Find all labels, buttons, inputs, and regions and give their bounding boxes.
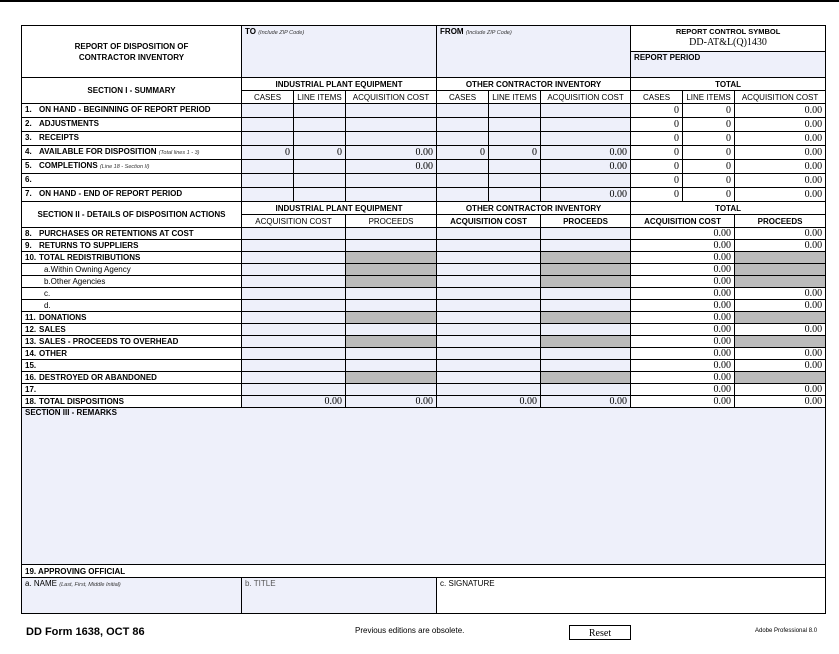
s2-input-cell[interactable] — [437, 228, 541, 240]
s2-input-cell — [541, 264, 631, 276]
s2-input-cell — [541, 372, 631, 384]
s2-row — [22, 396, 826, 408]
s1-input-cell[interactable] — [489, 118, 541, 132]
s2-row — [22, 360, 826, 372]
s1-row — [22, 132, 826, 146]
s2-total-cell: 0.00 — [631, 324, 735, 336]
col-proceeds: PROCEEDS — [735, 215, 826, 228]
s2-row-label: d. — [22, 300, 242, 312]
s2-input-cell — [346, 252, 437, 264]
s2-input-cell[interactable] — [242, 312, 346, 324]
col-line-items: LINE ITEMS — [683, 91, 735, 104]
s2-total-cell — [735, 336, 826, 348]
s2-group-oci: OTHER CONTRACTOR INVENTORY — [437, 202, 631, 215]
s2-row-label: 17. — [22, 384, 242, 396]
from-field[interactable]: FROM (Include ZIP Code) — [437, 26, 631, 78]
s1-input-cell[interactable] — [294, 160, 346, 174]
s2-row-label: 14. OTHER — [22, 348, 242, 360]
section1-title: SECTION I - SUMMARY — [22, 78, 242, 104]
s2-input-cell[interactable] — [242, 336, 346, 348]
s2-total-cell: 0.00 — [735, 348, 826, 360]
s2-input-cell[interactable] — [437, 288, 541, 300]
s2-input-cell[interactable] — [541, 348, 631, 360]
s2-total-cell: 0.00 — [735, 384, 826, 396]
s1-total-cell: 0 — [683, 118, 735, 132]
s2-total-cell: 0.00 — [631, 396, 735, 408]
to-field[interactable]: TO (Include ZIP Code) — [242, 26, 437, 78]
s1-total-cell: 0.00 — [735, 118, 826, 132]
col-line-items: LINE ITEMS — [489, 91, 541, 104]
s2-input-cell — [346, 312, 437, 324]
col-cases: CASES — [242, 91, 294, 104]
s1-group-total: TOTAL — [631, 78, 826, 91]
s2-input-cell[interactable] — [346, 240, 437, 252]
s2-total-cell: 0.00 — [631, 276, 735, 288]
s1-total-cell: 0.00 — [735, 104, 826, 118]
s1-input-cell[interactable] — [541, 118, 631, 132]
s2-input-cell[interactable] — [541, 360, 631, 372]
s1-total-cell: 0 — [631, 146, 683, 160]
s1-input-cell[interactable]: 0 — [437, 146, 489, 160]
report-period-field[interactable]: REPORT PERIOD — [631, 52, 826, 78]
s1-input-cell[interactable] — [294, 174, 346, 188]
s1-input-cell[interactable] — [489, 132, 541, 146]
s1-total-cell: 0.00 — [735, 160, 826, 174]
s2-total-cell — [735, 252, 826, 264]
s2-total-cell: 0.00 — [735, 324, 826, 336]
s1-input-cell[interactable] — [294, 104, 346, 118]
col-proceeds: PROCEEDS — [346, 215, 437, 228]
s2-total-cell: 0.00 — [631, 228, 735, 240]
s2-input-cell[interactable] — [242, 252, 346, 264]
s2-input-cell[interactable] — [242, 324, 346, 336]
s1-group-oci: OTHER CONTRACTOR INVENTORY — [437, 78, 631, 91]
s2-total-cell: 0.00 — [735, 300, 826, 312]
s2-input-cell[interactable] — [541, 240, 631, 252]
s1-input-cell[interactable] — [541, 104, 631, 118]
s2-input-cell[interactable]: 0.00 — [437, 396, 541, 408]
s1-row — [22, 146, 826, 160]
s1-row-label: 5. COMPLETIONS (Line 18 - Section II) — [22, 160, 242, 174]
s1-input-cell[interactable]: 0.00 — [541, 160, 631, 174]
s1-input-cell[interactable] — [489, 160, 541, 174]
s2-row — [22, 384, 826, 396]
s1-input-cell[interactable] — [489, 174, 541, 188]
s1-input-cell[interactable] — [294, 132, 346, 146]
s2-input-cell[interactable] — [242, 228, 346, 240]
s2-row — [22, 228, 826, 240]
s2-row — [22, 240, 826, 252]
col-acq-cost: ACQUISITION COST — [437, 215, 541, 228]
s2-input-cell[interactable] — [242, 384, 346, 396]
section2-title: SECTION II - DETAILS OF DISPOSITION ACTIONS — [22, 202, 242, 228]
adobe-version: Adobe Professional 8.0 — [755, 628, 818, 634]
s2-total-cell: 0.00 — [631, 288, 735, 300]
s2-input-cell[interactable] — [242, 240, 346, 252]
col-acq-cost: ACQUISITION COST — [735, 91, 826, 104]
s2-input-cell — [541, 276, 631, 288]
s2-row — [22, 300, 826, 312]
s1-row-label: 1. ON HAND - BEGINNING OF REPORT PERIOD — [22, 104, 242, 118]
s1-total-cell: 0.00 — [735, 146, 826, 160]
s1-row-label: 6. — [22, 174, 242, 188]
s1-input-cell[interactable] — [437, 160, 489, 174]
s2-total-cell: 0.00 — [735, 288, 826, 300]
s1-input-cell[interactable] — [242, 104, 294, 118]
col-cases: CASES — [437, 91, 489, 104]
s2-input-cell[interactable] — [346, 324, 437, 336]
s2-input-cell — [346, 372, 437, 384]
s2-row-label: 18. TOTAL DISPOSITIONS — [22, 396, 242, 408]
s2-input-cell[interactable] — [541, 228, 631, 240]
s1-total-cell: 0 — [631, 104, 683, 118]
s2-input-cell[interactable] — [437, 312, 541, 324]
disposition-form — [21, 25, 825, 625]
form-title: REPORT OF DISPOSITION OF CONTRACTOR INVENTORY — [22, 26, 242, 78]
s2-row-label: 8. PURCHASES OR RETENTIONS AT COST — [22, 228, 242, 240]
s2-input-cell[interactable] — [437, 348, 541, 360]
s1-input-cell[interactable] — [437, 132, 489, 146]
s2-total-cell: 0.00 — [631, 348, 735, 360]
s2-total-cell: 0.00 — [631, 360, 735, 372]
s1-row — [22, 104, 826, 118]
s2-total-cell: 0.00 — [631, 336, 735, 348]
s2-row-label: a.Within Owning Agency — [22, 264, 242, 276]
s2-row-label: 11. DONATIONS — [22, 312, 242, 324]
s1-input-cell[interactable]: 0 — [294, 146, 346, 160]
col-acq-cost: ACQUISITION COST — [346, 91, 437, 104]
s1-input-cell[interactable]: 0 — [489, 146, 541, 160]
s2-row-label: 12. SALES — [22, 324, 242, 336]
title-field[interactable]: b. TITLE — [242, 578, 437, 614]
s1-input-cell[interactable] — [437, 174, 489, 188]
s2-input-cell[interactable] — [242, 360, 346, 372]
s2-input-cell[interactable] — [437, 372, 541, 384]
s1-input-cell[interactable] — [541, 132, 631, 146]
s2-row — [22, 288, 826, 300]
s2-total-cell: 0.00 — [735, 228, 826, 240]
s2-input-cell[interactable] — [242, 276, 346, 288]
s1-input-cell[interactable] — [294, 118, 346, 132]
s2-input-cell — [346, 264, 437, 276]
s2-total-cell — [735, 264, 826, 276]
s2-input-cell[interactable] — [437, 240, 541, 252]
s2-total-cell: 0.00 — [631, 384, 735, 396]
s2-row-label: 9. RETURNS TO SUPPLIERS — [22, 240, 242, 252]
s1-input-cell[interactable] — [489, 188, 541, 202]
s2-total-cell: 0.00 — [631, 372, 735, 384]
s1-total-cell: 0.00 — [735, 188, 826, 202]
s1-row-label: 7. ON HAND - END OF REPORT PERIOD — [22, 188, 242, 202]
s2-input-cell — [541, 336, 631, 348]
s1-input-cell[interactable] — [242, 188, 294, 202]
s2-row-label: 15. — [22, 360, 242, 372]
s1-total-cell: 0 — [683, 160, 735, 174]
s2-row — [22, 336, 826, 348]
col-proceeds: PROCEEDS — [541, 215, 631, 228]
s1-input-cell[interactable] — [437, 104, 489, 118]
s2-input-cell[interactable] — [437, 384, 541, 396]
s1-input-cell[interactable] — [242, 118, 294, 132]
s1-input-cell[interactable]: 0.00 — [346, 160, 437, 174]
s1-total-cell: 0 — [683, 146, 735, 160]
top-rule — [0, 0, 839, 2]
s2-input-cell[interactable] — [242, 288, 346, 300]
s2-total-cell: 0.00 — [735, 240, 826, 252]
col-cases: CASES — [631, 91, 683, 104]
s2-row-label: 13. SALES - PROCEEDS TO OVERHEAD — [22, 336, 242, 348]
s1-total-cell: 0 — [683, 174, 735, 188]
s2-input-cell[interactable] — [437, 300, 541, 312]
form-id: DD Form 1638, OCT 86 — [26, 626, 145, 638]
s1-total-cell: 0.00 — [735, 132, 826, 146]
s1-total-cell: 0 — [631, 132, 683, 146]
s1-row-label: 4. AVAILABLE FOR DISPOSITION (Total lines 1 - 3) — [22, 146, 242, 160]
s2-row — [22, 324, 826, 336]
s2-input-cell[interactable] — [346, 348, 437, 360]
s1-input-cell[interactable] — [346, 174, 437, 188]
s1-input-cell[interactable] — [346, 188, 437, 202]
s2-input-cell[interactable] — [346, 300, 437, 312]
col-acq-cost: ACQUISITION COST — [631, 215, 735, 228]
s2-input-cell[interactable]: 0.00 — [541, 396, 631, 408]
s1-input-cell[interactable] — [346, 118, 437, 132]
s2-row-label: 16. DESTROYED OR ABANDONED — [22, 372, 242, 384]
remarks-field[interactable]: SECTION III - REMARKS — [22, 408, 826, 565]
s2-total-cell: 0.00 — [631, 312, 735, 324]
s2-total-cell: 0.00 — [631, 240, 735, 252]
report-control-symbol: REPORT CONTROL SYMBOL DD-AT&L(Q)1430 — [631, 26, 826, 52]
form-table — [21, 25, 826, 614]
s2-input-cell[interactable] — [437, 360, 541, 372]
s1-input-cell[interactable]: 0.00 — [541, 188, 631, 202]
s2-row — [22, 276, 826, 288]
s2-input-cell — [541, 252, 631, 264]
s2-total-cell: 0.00 — [735, 360, 826, 372]
s2-row-label: 10. TOTAL REDISTRIBUTIONS — [22, 252, 242, 264]
s2-input-cell[interactable] — [541, 300, 631, 312]
s1-input-cell[interactable] — [294, 188, 346, 202]
s2-input-cell[interactable] — [437, 324, 541, 336]
s1-total-cell: 0 — [683, 188, 735, 202]
s2-total-cell — [735, 276, 826, 288]
s2-group-ipe: INDUSTRIAL PLANT EQUIPMENT — [242, 202, 437, 215]
s1-input-cell[interactable]: 0.00 — [346, 146, 437, 160]
s1-total-cell: 0 — [631, 174, 683, 188]
s2-row — [22, 348, 826, 360]
s1-total-cell: 0 — [631, 160, 683, 174]
col-acq-cost: ACQUISITION COST — [541, 91, 631, 104]
col-line-items: LINE ITEMS — [294, 91, 346, 104]
s1-input-cell[interactable] — [346, 132, 437, 146]
s2-row — [22, 312, 826, 324]
s2-row — [22, 372, 826, 384]
name-field[interactable]: a. NAME (Last, First, Middle Initial) — [22, 578, 242, 614]
s1-row — [22, 174, 826, 188]
s1-input-cell[interactable] — [242, 160, 294, 174]
s2-input-cell[interactable] — [437, 276, 541, 288]
s2-total-cell — [735, 312, 826, 324]
s2-total-cell: 0.00 — [631, 264, 735, 276]
s2-total-cell — [735, 372, 826, 384]
previous-editions-note: Previous editions are obsolete. — [355, 626, 465, 635]
s1-row — [22, 160, 826, 174]
s1-group-ipe: INDUSTRIAL PLANT EQUIPMENT — [242, 78, 437, 91]
s1-total-cell: 0 — [631, 118, 683, 132]
s2-input-cell[interactable] — [242, 348, 346, 360]
s2-row — [22, 252, 826, 264]
s2-input-cell[interactable] — [346, 288, 437, 300]
s2-input-cell — [541, 312, 631, 324]
s2-input-cell[interactable] — [242, 372, 346, 384]
s2-input-cell[interactable] — [437, 252, 541, 264]
s2-input-cell — [346, 336, 437, 348]
s1-row — [22, 188, 826, 202]
s2-total-cell: 0.00 — [735, 396, 826, 408]
approving-official-title: 19. APPROVING OFFICIAL — [22, 565, 826, 578]
s2-input-cell[interactable] — [541, 324, 631, 336]
s2-input-cell[interactable]: 0.00 — [346, 396, 437, 408]
s2-input-cell[interactable] — [437, 336, 541, 348]
s2-input-cell[interactable] — [437, 264, 541, 276]
s1-total-cell: 0.00 — [735, 174, 826, 188]
s2-row-label: c. — [22, 288, 242, 300]
reset-button[interactable]: Reset — [569, 625, 631, 640]
s2-input-cell[interactable] — [346, 228, 437, 240]
s2-total-cell: 0.00 — [631, 252, 735, 264]
s2-input-cell[interactable] — [346, 360, 437, 372]
s1-input-cell[interactable] — [242, 132, 294, 146]
s1-row-label: 3. RECEIPTS — [22, 132, 242, 146]
s1-row-label: 2. ADJUSTMENTS — [22, 118, 242, 132]
s1-input-cell[interactable] — [242, 174, 294, 188]
s2-input-cell[interactable] — [541, 384, 631, 396]
s2-input-cell[interactable] — [242, 264, 346, 276]
s2-input-cell[interactable] — [541, 288, 631, 300]
col-acq-cost: ACQUISITION COST — [242, 215, 346, 228]
s1-input-cell[interactable] — [489, 104, 541, 118]
s1-total-cell: 0 — [683, 104, 735, 118]
s1-total-cell: 0 — [631, 188, 683, 202]
s1-input-cell[interactable] — [346, 104, 437, 118]
s2-input-cell[interactable] — [242, 300, 346, 312]
s2-group-total: TOTAL — [631, 202, 826, 215]
s2-row — [22, 264, 826, 276]
s2-row-label: b.Other Agencies — [22, 276, 242, 288]
s1-input-cell[interactable]: 0 — [242, 146, 294, 160]
s1-input-cell[interactable] — [437, 188, 489, 202]
s1-input-cell[interactable] — [437, 118, 489, 132]
s2-input-cell — [346, 276, 437, 288]
s1-row — [22, 118, 826, 132]
s1-total-cell: 0 — [683, 132, 735, 146]
s1-input-cell[interactable] — [541, 174, 631, 188]
s2-input-cell[interactable] — [346, 384, 437, 396]
s2-total-cell: 0.00 — [631, 300, 735, 312]
signature-field: c. SIGNATURE — [437, 578, 826, 614]
s2-input-cell[interactable]: 0.00 — [242, 396, 346, 408]
s1-input-cell[interactable]: 0.00 — [541, 146, 631, 160]
